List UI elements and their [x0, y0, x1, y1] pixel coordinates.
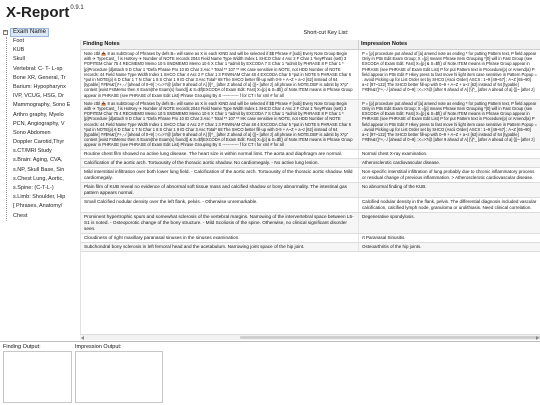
finding-note-cell[interactable]: Note ctbl 📤 8 as subGroup of Phrases by defs B= will same as X in each KIND and will be selected if $$ Phrase # [sub] Every Note Group Begin with ✈ TypeCast_ f is HotKey ✈ Number of NOTE records 2044 Field Name Type Width Index 1 SHCO Char 4 Asc 2 F Char 1 *keyPhras (sett) 3 POPITEM Char 75 4 RECMEMO Memo 10 5 SNDMEMO Memo 10 6 X Char 1 *admit by EXCODA 7 S Char 1 *admit by PHRASE 8 P Char 1 *[p]Procedure [d]attach 9 D Char 1 *Defa Phrase Pro 10 ID Char 3 Asc * Total ** 107 ** HK case sensitive in NOTE, not HDD Number of NOTE records: 44 Field Name Type Width Index 1 SHCO Char 4 Asc 2 F Char 1 3 PXWNAM Char 48 4 EXCODA Char 5 *put in NOTE 5 PHRASE Char 6 *put in NOTE(p) 6 D Char 1 7 N Char 1 8 S Char 1 9 ID Char 3 Asc Total* 68 The SHCO better fill-up with 0-9 + A~Z + a~z [62] instead of 64 [typable] !*#$%&'()*+,-./ [ahead of 0~9] :;<=>?@ [after 9 ahead of A] [\]^_ [after Z ahead of a] {|}~ [after z] all phrase in NOTE.DBF is admit by X*p" content [exist FstMemo then X Exam(the Exam(s) found)] & S=$f(EXCODA of Exam Edit: Fast] X=[p] & S=$f() of Note.ITEM means in Phrase Group appear in PHRASE (see PHRASE of Exam Edit List) Phrase Grouping By S ------------ f for CT I for xml # for all: [81, 100, 359, 149]
impression-note-cell[interactable]: Osteoarthritis of the hip joints.: [362, 243, 422, 249]
app-header: [0, 0, 540, 28]
tree-item[interactable]: Chest: [13, 212, 28, 219]
tree-root-exam-name[interactable]: [0, 28, 80, 37]
exam-name-list: [6, 37, 80, 221]
finding-note-cell[interactable]: Calcification of the aortic arch. Tortuousity of the thoracic aortic shadow. No cardiomegaly. - No active lung lesion.: [81, 159, 359, 167]
horizontal-scrollbar[interactable]: [80, 334, 540, 340]
tree-item[interactable]: s.NP, Skull Base, Sin: [13, 166, 65, 173]
collapse-toggle-icon[interactable]: −: [4, 29, 7, 35]
impression-note-cell[interactable]: Calcified nodular density in the flank, pelvis. The differential diagnosis included vascular calcification, calcified lymph node, granuloma or urolithiasis. Need clinical correlation.: [362, 198, 537, 210]
finding-note-cell[interactable]: Prominent hypertrophic spurs and somewhat sclerosis of the vertebral margins. Narrowing of the intervertebral space between L5-S1 is noted. - Osteoporotic change of the bony structure. - Mild Scoliosis of the spine. Otherwise, no clinical significant disorder seen.: [81, 213, 359, 233]
impression-note-cell[interactable]: Normal chest X-ray examination.: [362, 150, 428, 156]
table-row[interactable]: [81, 234, 540, 243]
impression-note-cell[interactable]: Degenerative spondylosis.: [362, 213, 415, 219]
table-row[interactable]: [81, 243, 540, 252]
impression-note-cell[interactable]: Non-specific interstitial infiltration of lung probably due to chronic inflammatory process or residual change of previous inflammation. > Atherosclerotic cardiovascular disease.: [362, 168, 535, 180]
findings-table: [80, 40, 540, 334]
tree-item[interactable]: KUB: [13, 47, 25, 54]
finding-note-cell[interactable]: Cloudiness of right maxillary paranasal sinuses in the sinuses examination.: [81, 234, 359, 242]
tree-item[interactable]: s.CT/MRI Study: [13, 148, 52, 155]
tree-root-label[interactable]: Exam Name: [10, 28, 49, 37]
table-row[interactable]: [81, 168, 540, 183]
table-body: [81, 50, 540, 334]
tree-item[interactable]: Barium: Hypopharynx: [13, 83, 66, 90]
tree-item[interactable]: s.Chest Lung, Aortic,: [13, 175, 64, 182]
exam-name-tree: [0, 28, 80, 336]
finding-note-cell[interactable]: Plain film of KUB reveal no evidence of abnormal soft tissue mass and calcified shadow or bony abnormality. The intestinal gas pattern appears normal.: [81, 183, 359, 197]
tree-item[interactable]: Skull: [13, 56, 25, 63]
table-row[interactable]: [81, 100, 540, 150]
finding-note-cell[interactable]: Mild interstitial infiltration over both lower lung field. - Calcification of the aortic arch. Tortuousity of the thoracic aortic shadow. Mild cardiomegaly.: [81, 168, 359, 182]
tree-item[interactable]: Bone XR, General, Tr: [13, 74, 66, 81]
shortcut-key-list-label: Short-cut Key List:: [303, 30, 349, 36]
finding-output-label: Finding Output:: [3, 344, 41, 350]
impression-note-cell[interactable]: rt Paranasal Sinusitis.: [362, 234, 406, 240]
table-row[interactable]: [81, 50, 540, 100]
finding-note-cell[interactable]: Routine chest film showed no active lung disease. The heart size is within normal limit. The aorta and diaphragm are normal.: [81, 150, 359, 158]
column-header-impression-notes[interactable]: Impression Notes: [361, 41, 408, 47]
impression-note-cell[interactable]: Atherosclerotic cardiovascular disease.: [362, 159, 441, 165]
tree-item[interactable]: Arthro graphy, Myelo: [13, 111, 64, 118]
finding-note-cell[interactable]: Small Calcified nodular density over the left flank, pelvis. - Otherwise unremarkable.: [81, 198, 359, 212]
tree-item[interactable]: PCN, Angiography, V: [13, 120, 65, 127]
tree-item[interactable]: Foot: [13, 38, 25, 44]
table-row[interactable]: [81, 159, 540, 168]
finding-output-field[interactable]: [3, 351, 72, 403]
finding-note-cell[interactable]: Subchondral bony sclerosis in left femoral head and the acetabulum. Narrowing joint space of the hip joint.: [81, 243, 359, 251]
tree-item[interactable]: s.Spine: (C-T-L-): [13, 185, 54, 191]
tree-item[interactable]: Sono Abdomen: [13, 129, 51, 136]
table-row[interactable]: [81, 198, 540, 213]
table-row[interactable]: [81, 213, 540, 234]
tree-item[interactable]: [ Phrases, Anatomy/: [13, 203, 63, 210]
finding-note-cell[interactable]: Note ctbl 📤 8 as subGroup of Phrases by defs B= will same as X in each KIND and will be selected if $$ Phrase # [sub] Every Note Group Begin with ✈ TypeCast_ f is HotKey ✈ Number of NOTE records 2044 Field Name Type Width Index 1 SHCO Char 4 Asc 2 F Char 1 *keyPhras (sett) 3 POPITEM Char 75 4 RECMEMO Memo 10 5 SNDMEMO Memo 10 6 X Char 1 *admit by EXCODA 7 S Char 1 *admit by PHRASE 8 P Char 1 *[p]Procedure [d]attach 9 D Char 1 *Defa Phrase Pro 10 ID Char 3 Asc * Total ** 107 ** HK case sensitive in NOTE, not HDD Number of NOTE records: 44 Field Name Type Width Index 1 SHCO Char 4 Asc 2 F Char 1 3 PXWNAM Char 48 4 EXCODA Char 5 *put in NOTE 5 PHRASE Char 6 *put in NOTE(p) 6 D Char 1 7 N Char 1 8 S Char 1 9 ID Char 3 Asc Total* 68 The SHCO better fill-up with 0-9 + A~Z + a~z [62] instead of 64 [typable] !*#$%&'()*+,-./ [ahead of 0~9] :;<=>?@ [after 9 ahead of A] [\]^_ [after Z ahead of a] {|}~ [after z] all phrase in NOTE.DBF is admit by X*p" content [exist FstMemo then X Exam(the Exam(s) found)] & S=$f(EXCODA of Exam Edit: Fast] X=[p] & S=$f() of Note.ITEM means in Phrase Group appear in PHRASE (see PHRASE of Exam Edit List) Phrase Grouping By S ------------ f for CT I for xml # for all: [81, 50, 359, 99]
app-title: [6, 4, 84, 21]
table-header: [81, 40, 540, 50]
column-header-finding-notes[interactable]: Finding Notes: [81, 40, 359, 49]
output-area: [0, 341, 540, 405]
impression-note-cell[interactable]: P = [p] procedure put ahead of [a] amend note as ending * for putting Pattern text, P field appear Only in Pttn Edit Exam Group; X =[p] means Phrase Item Grouping *[0] will in Fast Group (see EXCODA of Exam Edit: Fast] X=[p] & S=$f() of Note.ITEM means in Phrase Group appear in PHRASE (see PHRASE of Exam Edit List) P for put Pattern text in Procedure(p) or Amend(a) P field appear in Pttn Edit F Hkey press to fast move hi light item case sensitive in Pattern Popup = . avoid Picking up for List Order set by SHCO (Ascii Order) ASCII : 1~9 [49~57] ; A~Z [65~90] a~z [97~122] The SHCO better fill-up with 0~9 + A~Z + a~z [62] instead of 64 [typable] !*#$%&'()*+,-./ [ahead of 0~9] :;<=>?@ [after 9 ahead of A] [\]^_ [after A ahead of a] {|}~ [after z]: [362, 51, 537, 93]
app-version: 0.9.1: [70, 5, 84, 11]
tree-item[interactable]: s.Brain: Aging, CVA,: [13, 157, 63, 164]
table-row[interactable]: [81, 183, 540, 198]
tree-item[interactable]: IVP, VCUG, HSG, Dr: [13, 93, 64, 100]
table-row[interactable]: [81, 150, 540, 159]
tree-item[interactable]: Doppler Carotid,Thyr: [13, 139, 65, 146]
tree-item[interactable]: s.Limb: Shoulder, Hip: [13, 194, 66, 201]
tree-item[interactable]: Vertebral: C- T- L-sp: [13, 65, 63, 72]
impression-note-cell[interactable]: No abnormal finding of the KUB.: [362, 183, 427, 189]
impression-output-label: Impression Output:: [75, 344, 122, 350]
app-title-text: X-Report: [6, 4, 70, 21]
tree-item[interactable]: Mammography, Sono E: [13, 102, 71, 109]
impression-output-field[interactable]: [75, 351, 163, 403]
scroll-right-icon[interactable]: [536, 336, 539, 340]
impression-note-cell[interactable]: P = [p] procedure put ahead of [a] amend note as ending * for putting Pattern text, P field appear Only in Pttn Edit Exam Group; X =[p] means Phrase Item Grouping *[0] will in Fast Group (see EXCODA of Exam Edit: Fast] X=[p] & S=$f() of Note.ITEM means in Phrase Group appear in PHRASE (see PHRASE of Exam Edit List) P for put Pattern text in Procedure(p) or Amend(a) P field appear in Pttn Edit F Hkey press to fast move hi light item case sensitive in Pattern Popup = . avoid Picking up for List Order set by SHCO (Ascii Order) ASCII : 1~9 [49~57] ; A~Z [65~90] a~z [97~122] The SHCO better fill-up with 0~9 + A~Z + a~z [62] instead of 64 [typable] !*#$%&'()*+,-./ [ahead of 0~9] :;<=>?@ [after 9 ahead of A] [\]^_ [after A ahead of a] {|}~ [after z]: [362, 100, 537, 143]
scrollbar-thumb[interactable]: [240, 336, 540, 339]
scroll-left-icon[interactable]: [81, 336, 84, 340]
